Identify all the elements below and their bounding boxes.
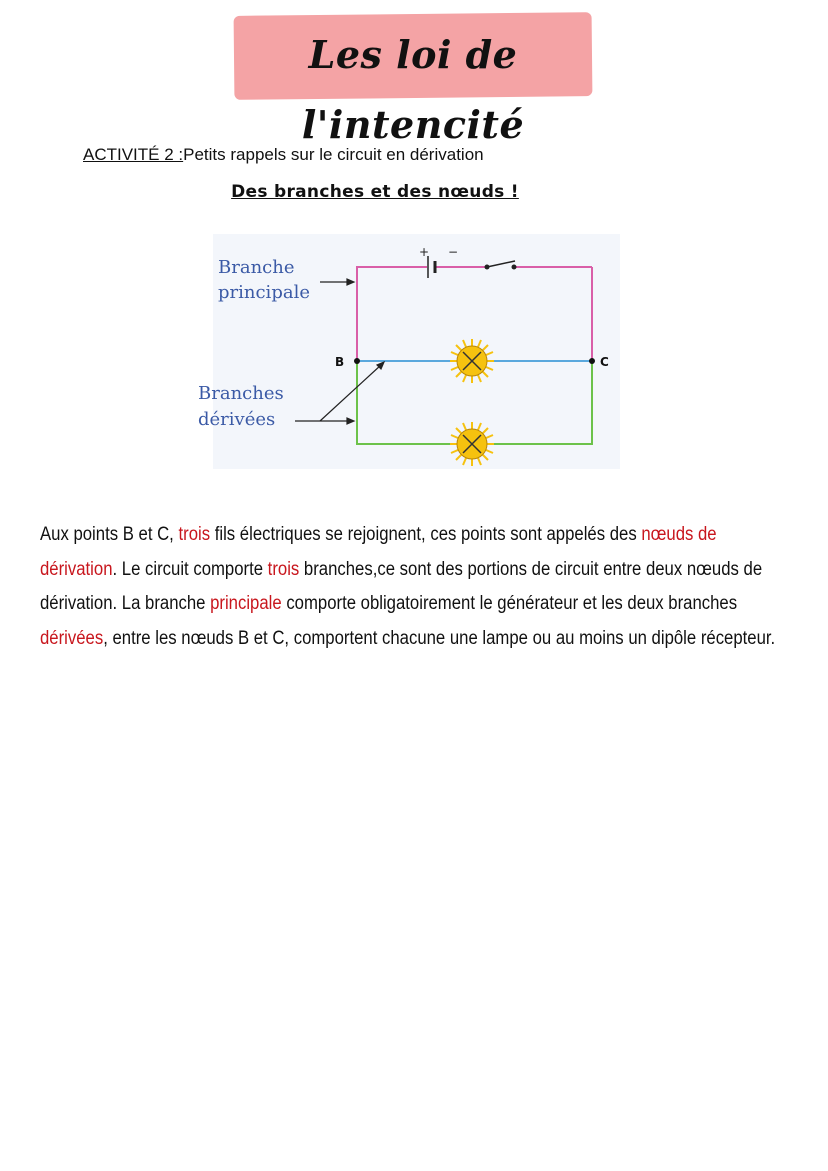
switch-contact-right (512, 265, 517, 270)
highlight-noeuds-de-derivation: nœuds de dérivation (40, 524, 717, 580)
activity-label: ACTIVITÉ 2 : (83, 145, 184, 164)
highlight-principale: principale (210, 593, 282, 614)
highlight-derivees: dérivées (40, 627, 104, 649)
lamp-1-icon (450, 339, 494, 383)
highlight-trois-2: trois (267, 558, 300, 580)
battery-minus-sign: − (448, 245, 459, 259)
explanation-paragraph (40, 518, 797, 656)
paragraph-text-6: , entre les nœuds B et C, comportent chacune une lampe ou au moins un dipôle récepteur. (103, 627, 776, 649)
paragraph-text-2: fils électriques se rejoignent, ces points sont appelés des (210, 524, 642, 545)
node-c-label: C (600, 355, 609, 369)
page-title: Les loi de l'intencité (301, 32, 525, 147)
paragraph-text-5: comporte obligatoirement le générateur et les deux branches (281, 593, 738, 614)
paragraph-text-1: Aux points B et C, (40, 524, 179, 545)
node-b-dot (354, 358, 360, 364)
section-subtitle: Des branches et des nœuds ! (231, 182, 519, 202)
paragraph-text-4: branches,ce sont des portions de circuit entre deux nœuds de dérivation. La branche (40, 558, 763, 614)
node-b-label: B (335, 355, 345, 369)
label-derived-branches-line2: dérivées (198, 409, 276, 430)
paragraph-text-3: . Le circuit comporte (112, 558, 268, 580)
activity-text: Petits rappels sur le circuit en dérivation (183, 145, 484, 164)
activity-heading (83, 145, 484, 165)
label-derived-branches-line1: Branches (198, 383, 284, 404)
highlight-trois-1: trois (178, 524, 211, 545)
lamp-2-icon (450, 422, 494, 466)
battery-plus-sign: + (419, 245, 430, 259)
label-main-branch-line1: Branche (218, 257, 295, 278)
label-main-branch-line2: principale (218, 282, 310, 303)
node-c-dot (589, 358, 595, 364)
circuit-diagram (195, 234, 620, 469)
